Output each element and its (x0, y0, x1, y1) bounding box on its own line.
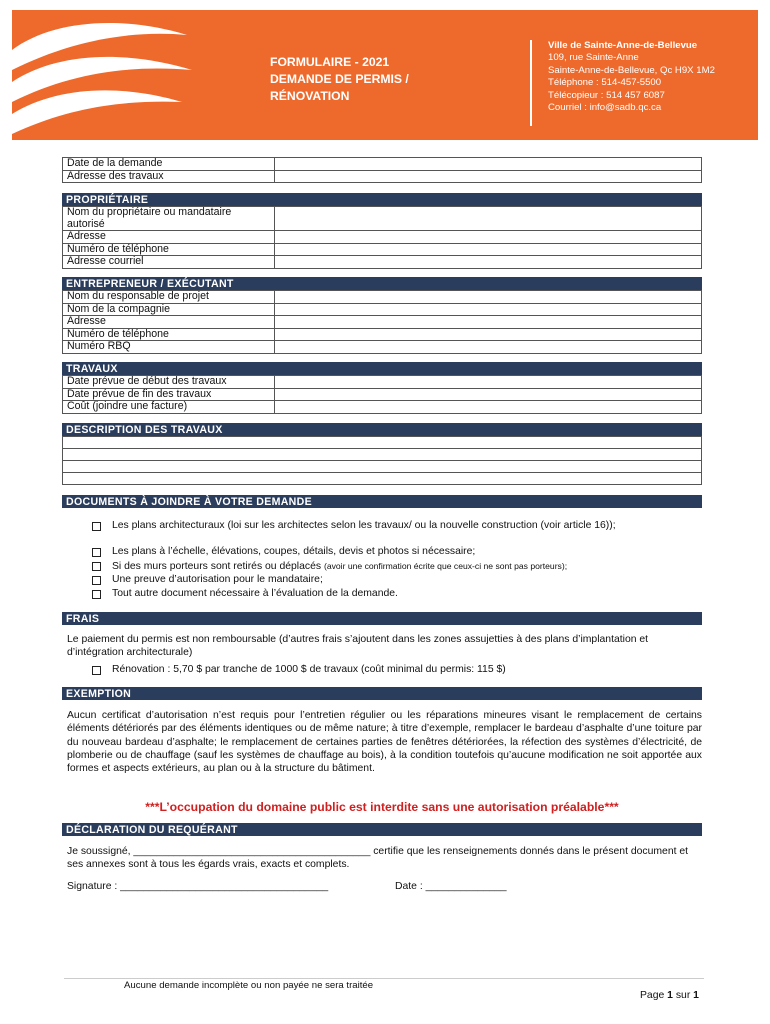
section-description: DESCRIPTION DES TRAVAUX (62, 423, 702, 436)
wave-logo-icon (12, 10, 212, 140)
public-domain-warning: ***L’occupation du domaine public est interdite sans une autorisation préalable*** (145, 800, 619, 814)
fax: Télécopieur : 514 457 6087 (548, 89, 665, 101)
checkbox[interactable] (92, 666, 101, 675)
field-label: Adresse des travaux (63, 170, 275, 183)
doc-item-label: Tout autre document nécessaire à l’évaluation de la demande. (112, 588, 398, 599)
works-table (62, 375, 702, 414)
section-documents: DOCUMENTS À JOINDRE À VOTRE DEMANDE (62, 495, 702, 508)
section-proprietaire: PROPRIÉTAIRE (62, 193, 702, 206)
doc-item-label: Les plans à l’échelle, élévations, coupes, détails, devis et photos si nécessaire; (112, 546, 476, 557)
contractor-phone-field[interactable] (275, 328, 702, 341)
contractor-rbq-field[interactable] (275, 341, 702, 354)
header-banner (12, 10, 758, 140)
field-label: Date prévue de fin des travaux (63, 388, 275, 401)
footer-divider (64, 978, 704, 979)
section-entrepreneur: ENTREPRENEUR / EXÉCUTANT (62, 277, 702, 290)
contractor-address-field[interactable] (275, 316, 702, 329)
form-title (270, 54, 409, 105)
doc-item-scale-plans (92, 546, 698, 559)
date-line[interactable]: Date : ______________ (395, 881, 507, 892)
doc-item-label: Les plans architecturaux (loi sur les architectes selon les travaux/ ou la nouvelle construction (voir article 16)); (112, 520, 616, 531)
header-divider (530, 40, 532, 126)
owner-phone-field[interactable] (275, 243, 702, 256)
checkbox[interactable] (92, 590, 101, 599)
address-field[interactable] (275, 170, 702, 183)
fee-item-label: Rénovation : 5,70 $ par tranche de 1000 $ de travaux (coût minimal du permis: 115 $) (112, 664, 506, 675)
field-label: Coût (joindre une facture) (63, 401, 275, 414)
field-label: Adresse (63, 316, 275, 329)
cost-field[interactable] (275, 401, 702, 414)
city-name: Ville de Sainte-Anne-de-Bellevue (548, 40, 698, 51)
section-travaux: TRAVAUX (62, 362, 702, 375)
contractor-responsible-field[interactable] (275, 291, 702, 304)
page-number: Page 1 sur 1 (640, 990, 699, 1001)
field-label: Nom de la compagnie (63, 303, 275, 316)
checkbox[interactable] (92, 562, 101, 571)
end-date-field[interactable] (275, 388, 702, 401)
footer-note: Aucune demande incomplète ou non payée ne sera traitée (124, 980, 374, 991)
title-line-1: FORMULAIRE - 2021 (270, 55, 390, 69)
owner-name-field[interactable] (275, 207, 702, 231)
field-label: Adresse courriel (63, 256, 275, 269)
request-table (62, 157, 702, 183)
field-label: Numéro RBQ (63, 341, 275, 354)
doc-item-authorization (92, 574, 698, 587)
section-frais: FRAIS (62, 612, 702, 625)
description-line[interactable] (63, 449, 702, 461)
owner-address-field[interactable] (275, 231, 702, 244)
field-label: Date de la demande (63, 158, 275, 171)
email: Courriel : info@sadb.qc.ca (548, 102, 662, 114)
contractor-company-field[interactable] (275, 303, 702, 316)
section-exemption: EXEMPTION (62, 687, 702, 700)
owner-email-field[interactable] (275, 256, 702, 269)
doc-item-note: (avoir une confirmation écrite que ceux-ci ne sont pas porteurs); (323, 561, 568, 571)
checkbox[interactable] (92, 576, 101, 585)
address-line-1: 109, rue Sainte-Anne (548, 52, 639, 64)
signature-line[interactable]: Signature : ____________________________________ (67, 881, 329, 892)
title-line-2: DEMANDE DE PERMIS / (270, 72, 409, 86)
doc-item-other (92, 588, 698, 601)
field-label: Nom du propriétaire ou mandataire autorisé (63, 207, 275, 231)
owner-table (62, 206, 702, 269)
fee-item-renovation (92, 664, 698, 677)
title-line-3: RÉNOVATION (270, 89, 350, 103)
date-field[interactable] (275, 158, 702, 171)
exemption-text: Aucun certificat d’autorisation n’est requis pour l’entretien régulier ou les réparations mineures visant le remplacement de certains éléments détériorés par des éléments identiques ou de même nature; à titre d’exemple, remplacer le bardeau d’asphalte d’une toiture par du nouveau bardeau d’asphalte; le remplacement de certaines parties de fenêtres détériorées, la réfection des systèmes d’électricité, de plomberie ou de chauffage (sauf les systèmes de chauffage au bois), à la condition toutefois qu’aucune modification ne soit apportée aux formes et aspects extérieurs, au plan ou à la structure du bâtiment. (67, 710, 702, 775)
doc-item-plans (92, 520, 698, 533)
field-label: Numéro de téléphone (63, 328, 275, 341)
start-date-field[interactable] (275, 376, 702, 389)
section-declaration: DÉCLARATION DU REQUÉRANT (62, 823, 702, 836)
contact-info (548, 40, 715, 114)
field-label: Date prévue de début des travaux (63, 376, 275, 389)
address-line-2: Sainte-Anne-de-Bellevue, Qc H9X 1M2 (548, 64, 715, 76)
checkbox[interactable] (92, 522, 101, 531)
contractor-table (62, 290, 702, 354)
description-line[interactable] (63, 473, 702, 485)
field-label: Adresse (63, 231, 275, 244)
description-table (62, 436, 702, 485)
description-line[interactable] (63, 437, 702, 449)
doc-item-label: Une preuve d’autorisation pour le mandataire; (112, 574, 323, 585)
doc-item-label: Si des murs porteurs sont retirés ou déplacés (112, 561, 322, 572)
description-line[interactable] (63, 461, 702, 473)
doc-item-walls (92, 560, 698, 574)
declaration-text: Je soussigné, _________________________________________ certifie que les renseignements donnés dans le présent document et ses annexes sont à tous les égards vrais, exacts et complets. (67, 846, 689, 871)
phone: Téléphone : 514-457-5500 (548, 77, 662, 89)
checkbox[interactable] (92, 548, 101, 557)
field-label: Nom du responsable de projet (63, 291, 275, 304)
fees-text: Le paiement du permis est non remboursable (d’autres frais s’ajoutent dans les zones assujetties à des plans d’implantation et d’intégration architecturale) (67, 634, 649, 659)
field-label: Numéro de téléphone (63, 243, 275, 256)
